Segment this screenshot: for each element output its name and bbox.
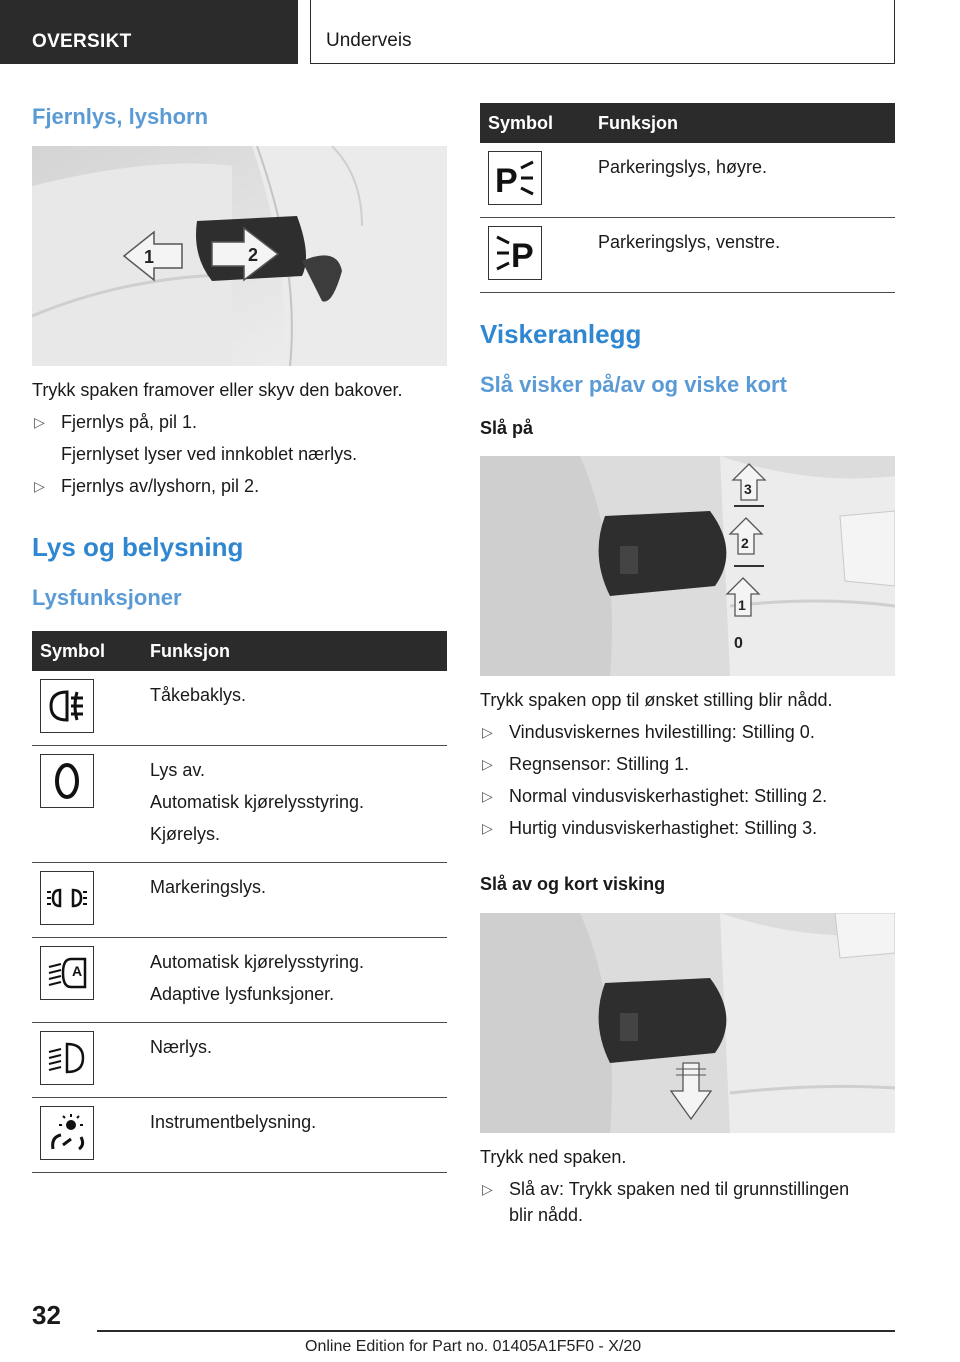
svg-text:1: 1 — [144, 247, 155, 267]
wiper-off-list — [480, 1173, 895, 1228]
list-item: ▷ Regnsensor: Stilling 1. — [480, 748, 895, 780]
triangle-bullet-icon: ▷ — [482, 756, 493, 772]
parking-lights-icon — [40, 871, 94, 925]
auto-headlight-icon — [40, 946, 94, 1000]
heading-high-beam: Fjernlys, lyshorn — [32, 104, 209, 129]
triangle-bullet-icon: ▷ — [482, 724, 493, 740]
list-item: ▷ Vindusviskernes hvilestilling: Stilling 0. — [480, 716, 895, 748]
high-beam-list — [32, 406, 447, 502]
heading-wiper-on-off: Slå visker på/av og viske kort — [480, 372, 787, 397]
parking-light-left-icon — [488, 226, 542, 280]
svg-text:P: P — [495, 162, 518, 200]
heading-wipers: Viskeranlegg — [480, 319, 642, 349]
high-beam-intro: Trykk spaken framover eller skyv den bakover. — [32, 380, 403, 400]
table-row: Tåkebaklys. — [32, 671, 447, 746]
subsection-tab: Underveis — [310, 0, 895, 64]
wiper-positions-list — [480, 716, 895, 844]
instrument-lighting-icon — [40, 1106, 94, 1160]
table-row: A Automatisk kjørelysstyring. Adaptive lysfunksjoner. — [32, 938, 447, 1023]
list-item: ▷ Slå av: Trykk spaken ned til grunnstillingen blir nådd. — [480, 1173, 895, 1228]
triangle-bullet-icon: ▷ — [482, 1181, 493, 1197]
list-item: ▷ Fjernlys på, pil 1. Fjernlyset lyser ved innkoblet nærlys. — [32, 406, 447, 470]
col-symbol: Symbol — [480, 103, 590, 143]
wiper-position-0-label: 0 — [734, 635, 743, 652]
heading-light-functions: Lysfunksjoner — [32, 585, 182, 610]
triangle-bullet-icon: ▷ — [482, 820, 493, 836]
col-symbol: Symbol — [32, 631, 142, 671]
table-row: P Parkeringslys, venstre. — [480, 218, 895, 293]
figure-wiper-stalk-up — [480, 456, 895, 676]
list-item: ▷ Fjernlys av/lyshorn, pil 2. — [32, 470, 447, 502]
col-function: Funksjon — [142, 631, 447, 671]
svg-text:3: 3 — [744, 481, 752, 497]
table-row: Instrumentbelysning. — [32, 1098, 447, 1173]
section-tab: OVERSIKT — [0, 0, 298, 64]
list-item: ▷ Normal vindusviskerhastighet: Stilling 2. — [480, 780, 895, 812]
svg-text:2: 2 — [741, 535, 749, 551]
svg-text:A: A — [72, 963, 83, 979]
table-row: Nærlys. — [32, 1023, 447, 1098]
figure-wiper-stalk-down — [480, 913, 895, 1133]
table-row: Markeringslys. — [32, 863, 447, 938]
parking-light-right-icon — [488, 151, 542, 205]
triangle-bullet-icon: ▷ — [34, 478, 45, 494]
page-number: 32 — [32, 1300, 61, 1330]
right-column — [480, 100, 895, 1228]
table-row: P Parkeringslys, høyre. — [480, 143, 895, 218]
svg-text:P: P — [511, 237, 534, 275]
low-beam-icon — [40, 1031, 94, 1085]
figure-high-beam-stalk — [32, 146, 447, 366]
table-row: Lys av. Automatisk kjørelysstyring. Kjørelys. — [32, 746, 447, 863]
triangle-bullet-icon: ▷ — [482, 788, 493, 804]
heading-switch-off: Slå av og kort visking — [480, 874, 666, 894]
light-functions-table — [32, 631, 447, 1173]
svg-text:1: 1 — [738, 597, 746, 613]
footer-edition: Online Edition for Part no. 01405A1F5F0 - X/20 — [305, 1338, 642, 1355]
heading-switch-on: Slå på — [480, 418, 534, 438]
parking-lights-table — [480, 103, 895, 293]
wiper-intro: Trykk spaken opp til ønsket stilling blir nådd. — [480, 690, 833, 710]
svg-text:2: 2 — [248, 245, 259, 265]
lights-off-icon — [40, 754, 94, 808]
col-function: Funksjon — [590, 103, 895, 143]
heading-lights: Lys og belysning — [32, 532, 244, 562]
footer-divider — [97, 1330, 895, 1332]
left-column — [32, 100, 447, 1173]
triangle-bullet-icon: ▷ — [34, 414, 45, 430]
list-item: ▷ Hurtig vindusviskerhastighet: Stilling 3. — [480, 812, 895, 844]
fog-light-icon — [40, 679, 94, 733]
wiper-off-intro: Trykk ned spaken. — [480, 1147, 627, 1167]
